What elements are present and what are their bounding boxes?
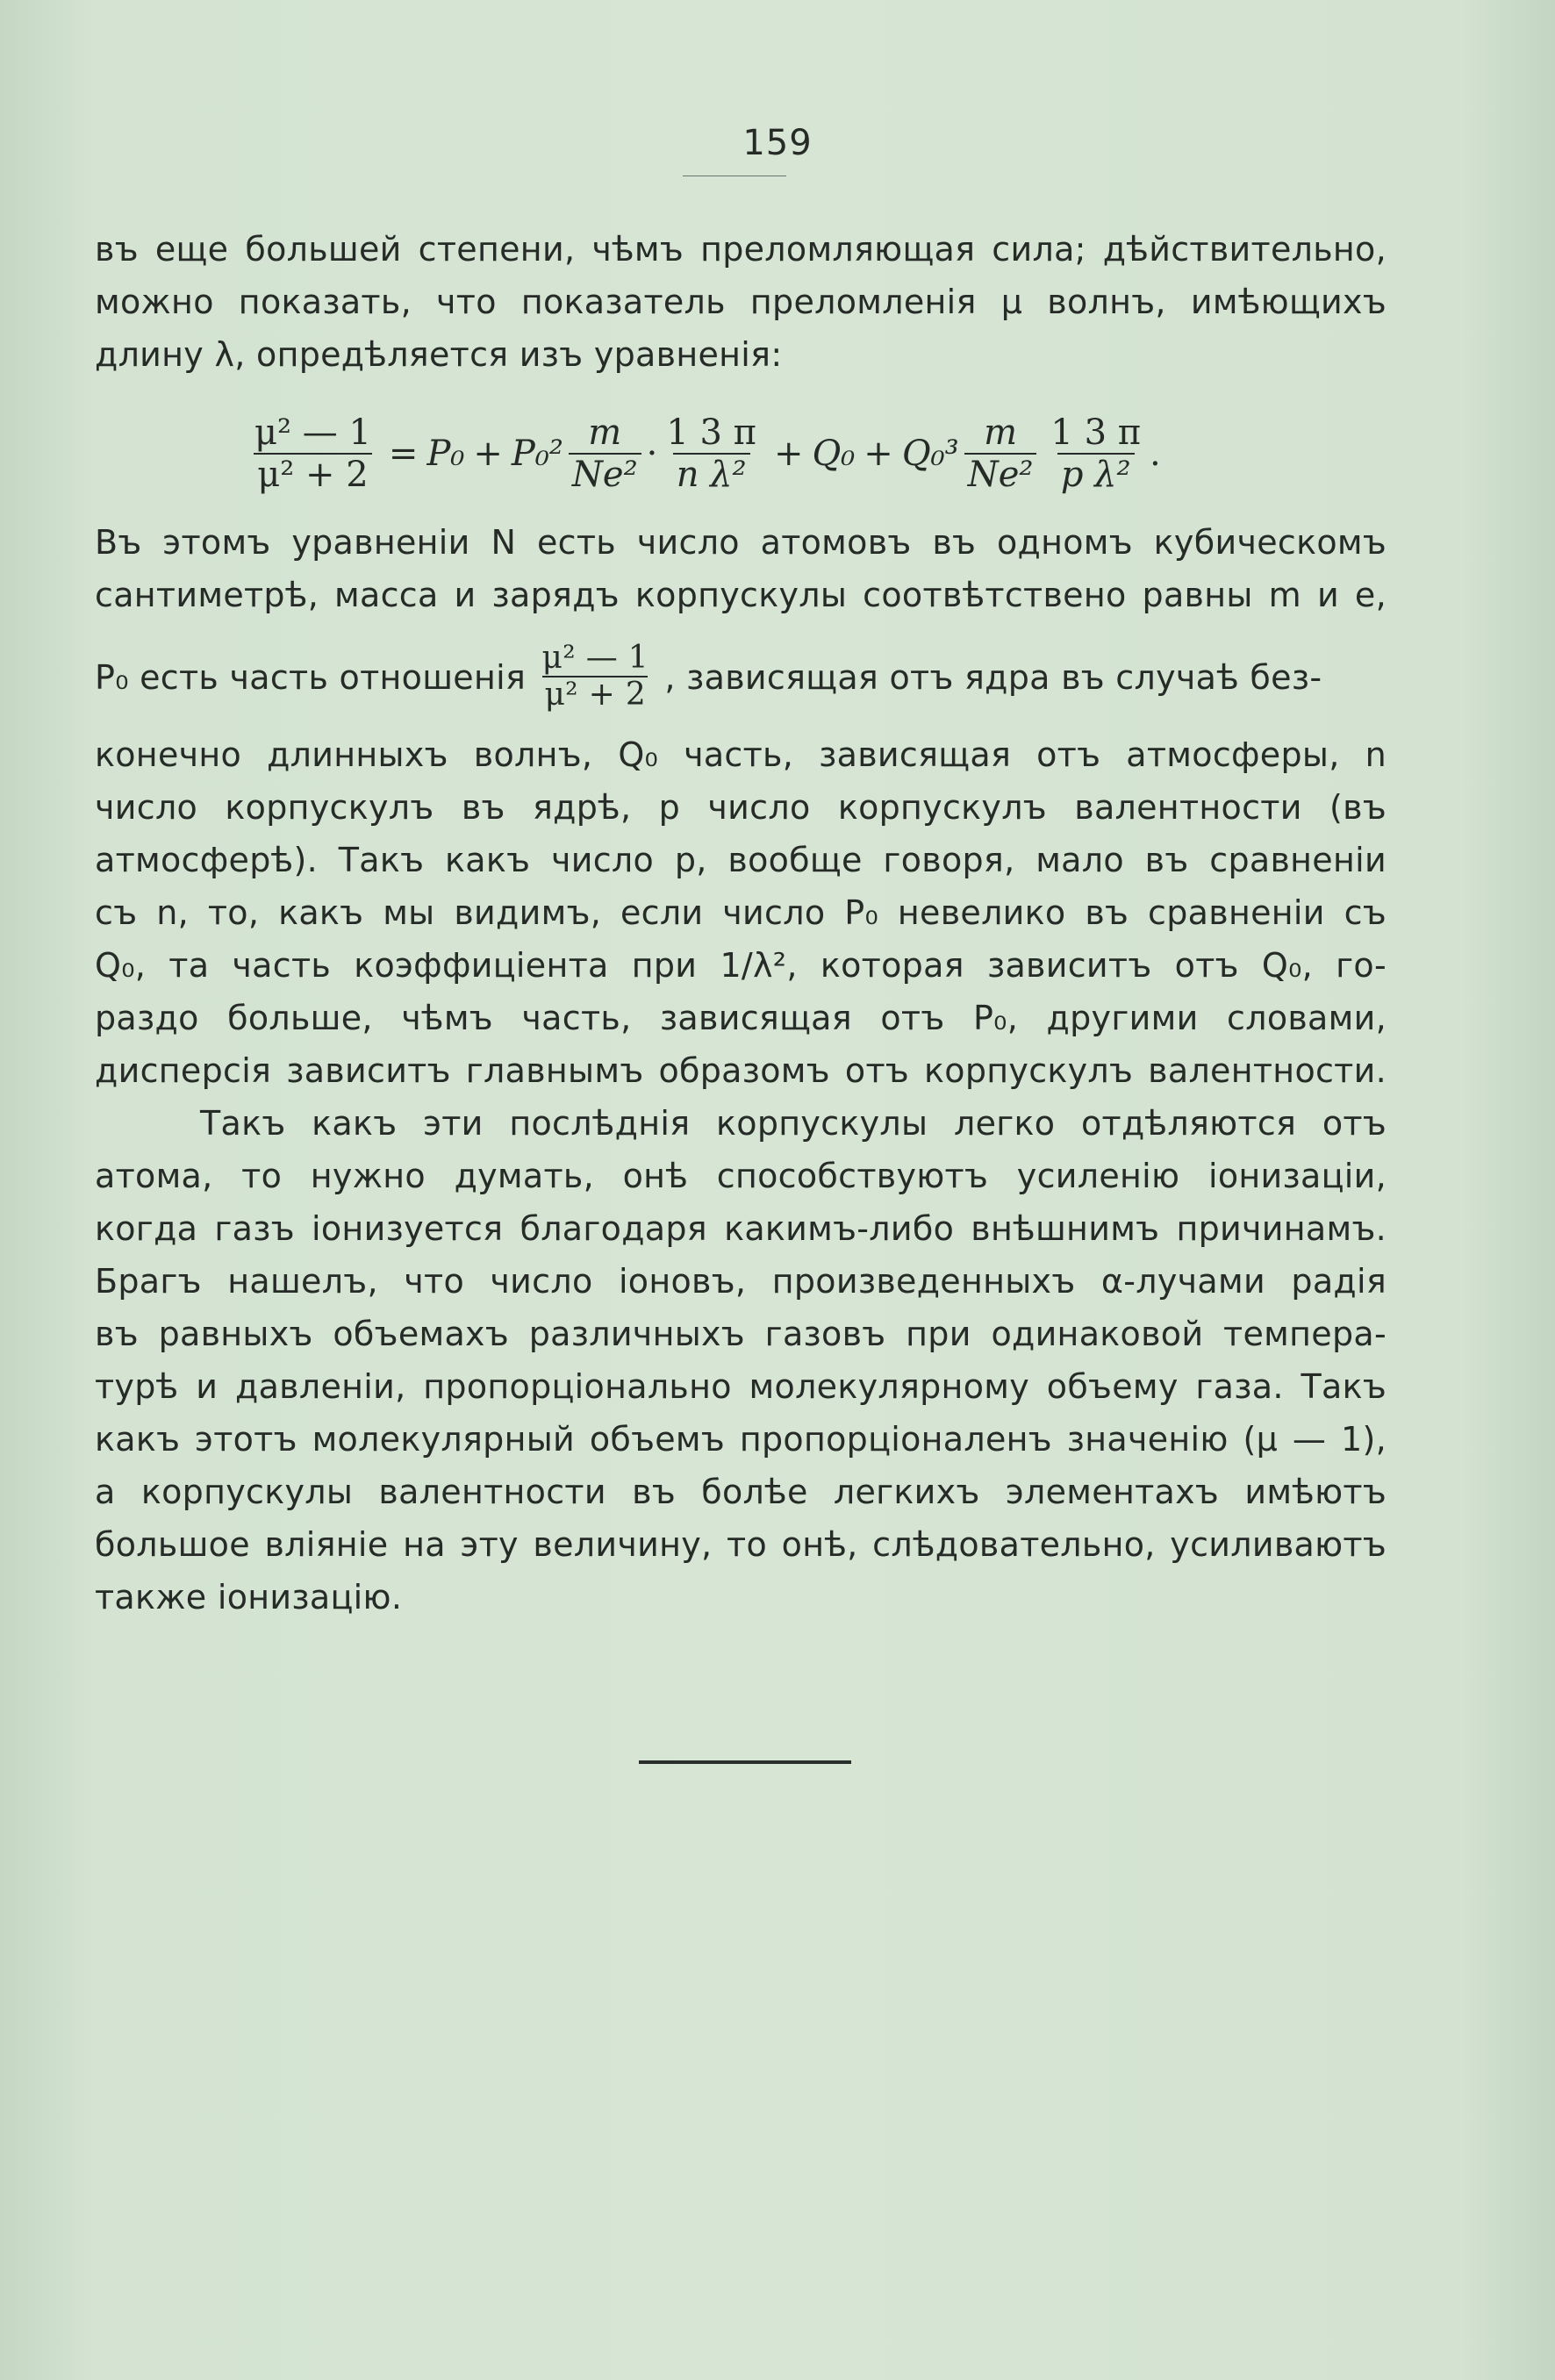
fraction-13pi-over-p-lambda2 [1047, 412, 1144, 495]
text-line: конечно длинныхъ волнъ, Q₀ часть, зависящая отъ атмосферы, n [95, 735, 1387, 774]
text-line: Въ этомъ уравненіи N есть число атомовъ въ одномъ кубическомъ [95, 523, 1387, 562]
term-p0-squared: P₀² [511, 434, 563, 474]
text-line: атмосферѣ). Такъ какъ число p, вообще говоря, мало въ сравненіи [95, 841, 1387, 879]
text-line: въ равныхъ объемахъ различныхъ газовъ при одинаковой темпера- [95, 1315, 1387, 1353]
fraction-numerator: μ² — 1 [254, 412, 371, 453]
text-line: когда газъ іонизуется благодаря какимъ-либо внѣшнимъ причинамъ. [95, 1209, 1387, 1248]
period: . [1150, 434, 1161, 474]
text-line: какъ этотъ молекулярный объемъ пропорціоналенъ значенію (μ — 1), [95, 1420, 1387, 1459]
term-p0: P₀ [426, 434, 465, 474]
text-line: длину λ, опредѣляется изъ уравненія: [95, 335, 783, 374]
text-line-with-fraction [95, 639, 1387, 716]
text-line: можно показать, что показатель преломленія μ волнъ, имѣющихъ [95, 283, 1387, 321]
fraction-numerator: m [984, 412, 1018, 453]
text-line: сантиметрѣ, масса и зарядъ корпускулы соотвѣтствено равны m и e, [95, 576, 1387, 614]
text-line: а корпускулы валентности въ болѣе легкихъ элементахъ имѣютъ [95, 1473, 1387, 1511]
fraction-m-over-ne2 [964, 412, 1037, 495]
dot-operator: · [646, 434, 658, 474]
text-line: Брагъ нашелъ, что число іоновъ, произведенныхъ α-лучами радія [95, 1262, 1387, 1301]
plus-sign: + [473, 434, 503, 474]
fraction-denominator: Ne² [569, 453, 641, 495]
fraction-denominator: μ² + 2 [544, 676, 647, 713]
text-line: также іонизацію. [95, 1578, 403, 1617]
fraction-13pi-over-n-lambda2 [663, 412, 760, 495]
page-number: 159 [742, 123, 813, 163]
fraction-lhs [251, 412, 375, 495]
text-line: раздо больше, чѣмъ часть, зависящая отъ P₀, другими словами, [95, 999, 1387, 1037]
text-line: въ еще большей степени, чѣмъ преломляющая сила; дѣйствительно, [95, 230, 1387, 269]
fraction-numerator: μ² — 1 [541, 639, 649, 676]
term-q0-cubed: Q₀³ [901, 434, 959, 474]
fraction-m-over-ne2 [569, 412, 641, 495]
plus-sign: + [863, 434, 893, 474]
fraction-denominator: n λ² [673, 453, 750, 495]
text-line: Такъ какъ эти послѣднія корпускулы легко отдѣляются отъ [200, 1104, 1387, 1143]
line-end: , зависящая отъ ядра въ случаѣ без- [664, 658, 1322, 697]
text-line: атома, то нужно думать, онѣ способствуютъ усиленію іонизаціи, [95, 1157, 1387, 1195]
fraction-denominator: Ne² [964, 453, 1037, 495]
text-line: число корпускулъ въ ядрѣ, p число корпускулъ валентности (въ [95, 788, 1387, 827]
text-line: дисперсія зависитъ главнымъ образомъ отъ корпускулъ валентности. [95, 1051, 1387, 1090]
text-line: съ n, то, какъ мы видимъ, если число P₀ невелико въ сравненіи съ [95, 893, 1387, 932]
fraction-denominator: p λ² [1057, 453, 1135, 495]
inline-fraction [541, 641, 650, 713]
fraction-denominator: μ² + 2 [254, 453, 371, 495]
plus-sign: + [773, 434, 804, 474]
equals-sign: = [388, 434, 419, 474]
text-line: Q₀, та часть коэффиціента при 1/λ², которая зависитъ отъ Q₀, го- [95, 946, 1387, 985]
term-q0: Q₀ [812, 434, 856, 474]
fraction-numerator: 1 3 π [1050, 412, 1142, 453]
dispersion-formula [246, 397, 1264, 511]
text-line: турѣ и давленіи, пропорціонально молекулярному объему газа. Такъ [95, 1367, 1387, 1406]
line-start: P₀ есть часть отношенія [95, 658, 527, 697]
fraction-numerator: 1 3 π [666, 412, 756, 453]
fraction-numerator: m [588, 412, 622, 453]
section-end-rule [639, 1760, 851, 1764]
text-line: большое вліяніе на эту величину, то онѣ, слѣдовательно, усиливаютъ [95, 1525, 1387, 1564]
